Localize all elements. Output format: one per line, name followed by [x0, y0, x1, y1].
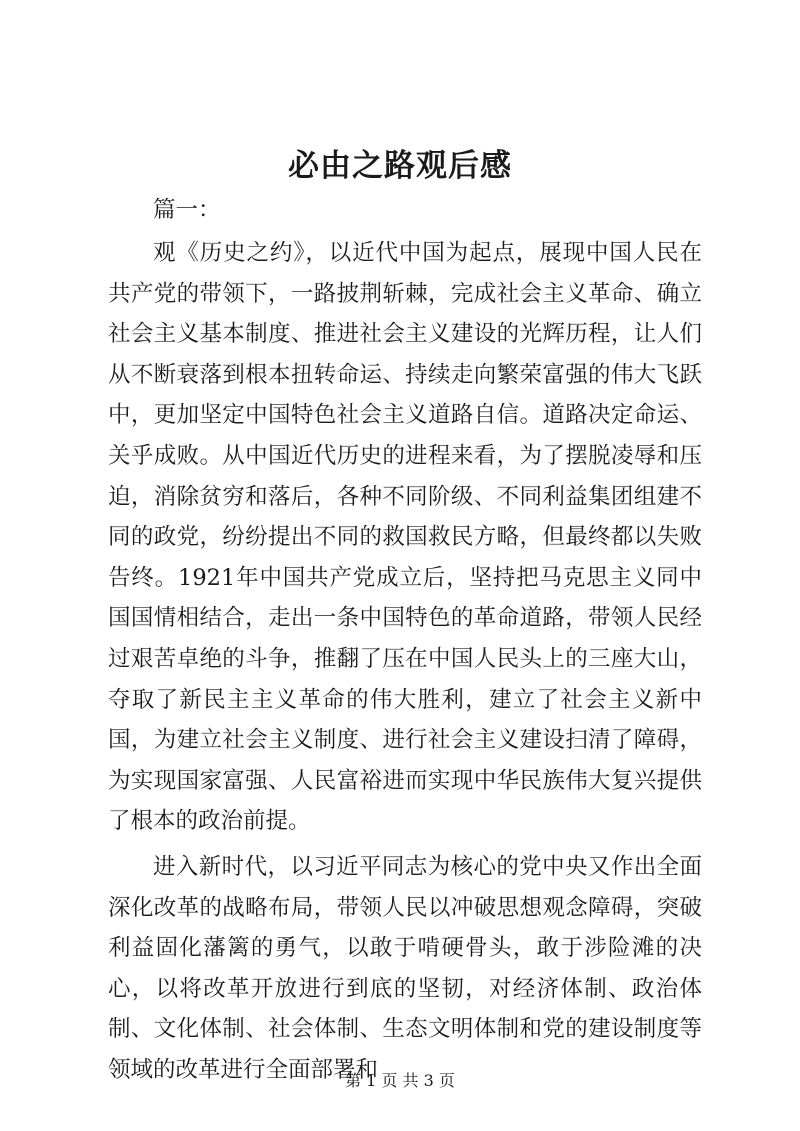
paragraph-1: 观《历史之约》，以近代中国为起点，展现中国人民在共产党的带领下，一路披荆斩棘，完成社会主义革命、确立社会主义基本制度、推进社会主义建设的光辉历程，让人们从不断衰落到根本扭转命运、持续走向繁荣富强的伟大飞跃中，更加坚定中国特色社会主义道路自信。道路决定命运、关乎成败。从中国近代历史的进程来看，为了摆脱凌辱和压迫，消除贫穷和落后，各种不同阶级、不同利益集团组建不同的政党，纷纷提出不同的救国救民方略，但最终都以失败告终。1921年中国共产党成立后，坚持把马克思主义同中国国情相结合，走出一条中国特色的革命道路，带领人民经过艰苦卓绝的斗争，推翻了压在中国人民头上的三座大山，夺取了新民主主义革命的伟大胜利，建立了社会主义新中国，为建立社会主义制度、进行社会主义建设扫清了障碍，为实现国家富强、人民富裕进而实现中华民族伟大复兴提供了根本的政治前提。: [108, 240, 702, 835]
document-title: 必由之路观后感: [288, 148, 512, 184]
section-label: 篇一：: [153, 197, 221, 223]
page-footer: 第 1 页 共 3 页: [345, 1071, 455, 1090]
document-body: [108, 190, 702, 1095]
paragraph-2: 进入新时代，以习近平同志为核心的党中央又作出全面深化改革的战略布局，带领人民以冲破思想观念障碍，突破利益固化藩篱的勇气，以敢于啃硬骨头，敢于涉险滩的决心，以将改革开放进行到底的坚韧，对经济体制、政治体制、文化体制、社会体制、生态文明体制和党的建设制度等领域的改革进行全面部署和: [108, 853, 702, 1083]
